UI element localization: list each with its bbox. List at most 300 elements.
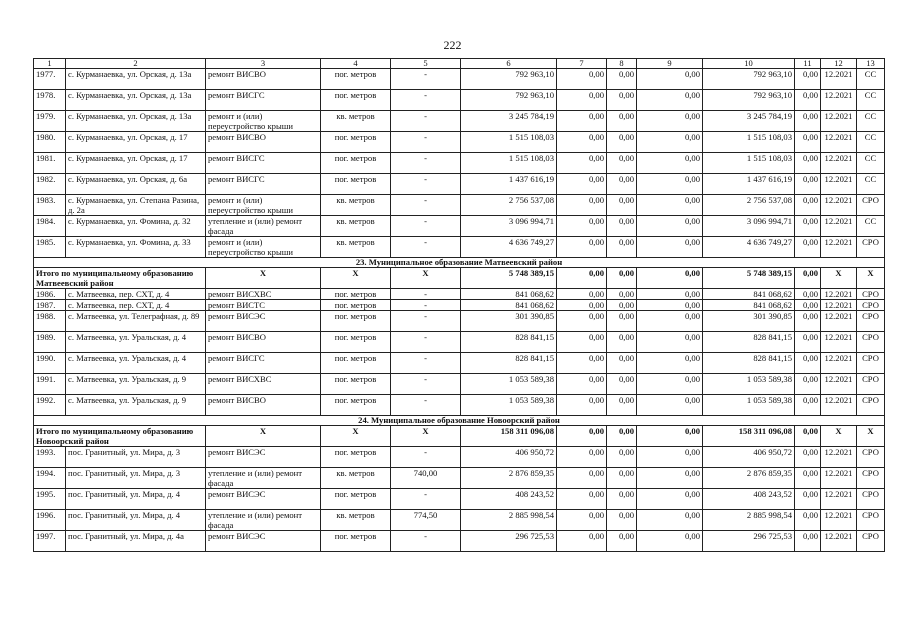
value-c12: 12.2021 (821, 132, 857, 153)
table-row (34, 447, 885, 468)
value-c9: 0,00 (637, 195, 703, 216)
value-c9: 0,00 (637, 374, 703, 395)
total-x: X (321, 426, 391, 447)
capital-repair-table (33, 58, 885, 552)
value-c11: 0,00 (795, 531, 821, 552)
unit-cell: пог. метров (321, 300, 391, 311)
table-row (34, 69, 885, 90)
unit-cell: кв. метров (321, 216, 391, 237)
quantity-cell: - (391, 174, 461, 195)
work-type-cell: ремонт ВИСГС (206, 90, 321, 111)
table-row (34, 216, 885, 237)
address-cell: с. Курманаевка, ул. Фомина, д. 33 (66, 237, 206, 258)
value-c8: 0,00 (607, 69, 637, 90)
value-c7: 0,00 (557, 111, 607, 132)
value-c8: 0,00 (607, 353, 637, 374)
quantity-cell: - (391, 353, 461, 374)
address-cell: пос. Гранитный, ул. Мира, д. 4 (66, 489, 206, 510)
value-c7: 0,00 (557, 395, 607, 416)
value-c7: 0,00 (557, 332, 607, 353)
row-number: 1980. (34, 132, 66, 153)
value-c9: 0,00 (637, 332, 703, 353)
value-c10: 301 390,85 (703, 311, 795, 332)
value-c9: 0,00 (637, 311, 703, 332)
table-row (34, 174, 885, 195)
value-c13: СС (857, 111, 885, 132)
section-title: 23. Муниципальное образование Матвеевский район (34, 258, 885, 268)
total-c9: 0,00 (637, 426, 703, 447)
section-title: 24. Муниципальное образование Новоорский район (34, 416, 885, 426)
row-number: 1986. (34, 289, 66, 300)
value-c11: 0,00 (795, 111, 821, 132)
value-c12: 12.2021 (821, 174, 857, 195)
value-c9: 0,00 (637, 90, 703, 111)
value-c6: 3 245 784,19 (461, 111, 557, 132)
value-c8: 0,00 (607, 195, 637, 216)
address-cell: с. Матвеевка, ул. Уральская, д. 9 (66, 374, 206, 395)
value-c6: 792 963,10 (461, 90, 557, 111)
value-c12: 12.2021 (821, 395, 857, 416)
value-c12: 12.2021 (821, 374, 857, 395)
value-c6: 828 841,15 (461, 353, 557, 374)
value-c10: 792 963,10 (703, 69, 795, 90)
value-c8: 0,00 (607, 332, 637, 353)
total-row (34, 426, 885, 447)
value-c11: 0,00 (795, 489, 821, 510)
address-cell: с. Матвеевка, пер. СХТ, д. 4 (66, 300, 206, 311)
column-number: 12 (821, 59, 857, 69)
row-number: 1988. (34, 311, 66, 332)
address-cell: с. Курманаевка, ул. Орская, д. 17 (66, 153, 206, 174)
value-c8: 0,00 (607, 510, 637, 531)
quantity-cell: - (391, 216, 461, 237)
quantity-cell: - (391, 300, 461, 311)
value-c10: 1 053 589,38 (703, 395, 795, 416)
unit-cell: кв. метров (321, 111, 391, 132)
value-c11: 0,00 (795, 90, 821, 111)
value-c13: СРО (857, 468, 885, 489)
value-c7: 0,00 (557, 510, 607, 531)
unit-cell: пог. метров (321, 174, 391, 195)
value-c10: 3 096 994,71 (703, 216, 795, 237)
value-c11: 0,00 (795, 69, 821, 90)
total-x: X (391, 426, 461, 447)
column-number: 11 (795, 59, 821, 69)
quantity-cell: - (391, 447, 461, 468)
table-row (34, 395, 885, 416)
value-c10: 792 963,10 (703, 90, 795, 111)
unit-cell: пог. метров (321, 395, 391, 416)
value-c13: СРО (857, 332, 885, 353)
value-c7: 0,00 (557, 195, 607, 216)
quantity-cell: - (391, 90, 461, 111)
work-type-cell: ремонт ВИСТС (206, 300, 321, 311)
value-c6: 841 068,62 (461, 289, 557, 300)
value-c6: 828 841,15 (461, 332, 557, 353)
value-c11: 0,00 (795, 395, 821, 416)
work-type-cell: ремонт и (или) переустройство крыши (206, 195, 321, 216)
unit-cell: пог. метров (321, 353, 391, 374)
value-c10: 841 068,62 (703, 289, 795, 300)
address-cell: пос. Гранитный, ул. Мира, д. 3 (66, 447, 206, 468)
quantity-cell: - (391, 153, 461, 174)
value-c6: 1 053 589,38 (461, 374, 557, 395)
column-number: 2 (66, 59, 206, 69)
column-number: 7 (557, 59, 607, 69)
column-number-header (34, 59, 885, 69)
row-number: 1989. (34, 332, 66, 353)
value-c12: 12.2021 (821, 447, 857, 468)
address-cell: с. Матвеевка, ул. Уральская, д. 9 (66, 395, 206, 416)
total-x: X (321, 268, 391, 289)
value-c8: 0,00 (607, 489, 637, 510)
value-c11: 0,00 (795, 311, 821, 332)
value-c12: 12.2021 (821, 489, 857, 510)
value-c13: СРО (857, 311, 885, 332)
value-c8: 0,00 (607, 111, 637, 132)
value-c7: 0,00 (557, 311, 607, 332)
table-row (34, 132, 885, 153)
value-c8: 0,00 (607, 174, 637, 195)
total-c8: 0,00 (607, 426, 637, 447)
quantity-cell: - (391, 237, 461, 258)
value-c10: 4 636 749,27 (703, 237, 795, 258)
value-c8: 0,00 (607, 153, 637, 174)
value-c11: 0,00 (795, 132, 821, 153)
value-c9: 0,00 (637, 531, 703, 552)
value-c12: 12.2021 (821, 153, 857, 174)
row-number: 1994. (34, 468, 66, 489)
unit-cell: пог. метров (321, 311, 391, 332)
work-type-cell: ремонт ВИСЭС (206, 489, 321, 510)
address-cell: с. Матвеевка, ул. Уральская, д. 4 (66, 353, 206, 374)
value-c13: СРО (857, 353, 885, 374)
value-c12: 12.2021 (821, 90, 857, 111)
value-c12: 12.2021 (821, 216, 857, 237)
value-c8: 0,00 (607, 311, 637, 332)
value-c9: 0,00 (637, 174, 703, 195)
total-x: X (206, 426, 321, 447)
value-c13: СРО (857, 374, 885, 395)
row-number: 1983. (34, 195, 66, 216)
work-type-cell: ремонт и (или) переустройство крыши (206, 237, 321, 258)
value-c9: 0,00 (637, 69, 703, 90)
value-c10: 406 950,72 (703, 447, 795, 468)
value-c8: 0,00 (607, 90, 637, 111)
quantity-cell: 740,00 (391, 468, 461, 489)
unit-cell: пог. метров (321, 153, 391, 174)
value-c10: 1 437 616,19 (703, 174, 795, 195)
work-type-cell: ремонт ВИСВО (206, 69, 321, 90)
work-type-cell: ремонт ВИСВО (206, 132, 321, 153)
table-row (34, 311, 885, 332)
column-number: 9 (637, 59, 703, 69)
value-c9: 0,00 (637, 111, 703, 132)
address-cell: с. Курманаевка, ул. Орская, д. 13а (66, 90, 206, 111)
value-c10: 841 068,62 (703, 300, 795, 311)
work-type-cell: утепление и (или) ремонт фасада (206, 468, 321, 489)
value-c11: 0,00 (795, 195, 821, 216)
value-c12: 12.2021 (821, 353, 857, 374)
value-c10: 828 841,15 (703, 332, 795, 353)
value-c12: 12.2021 (821, 468, 857, 489)
value-c7: 0,00 (557, 489, 607, 510)
unit-cell: пог. метров (321, 69, 391, 90)
unit-cell: кв. метров (321, 237, 391, 258)
value-c6: 408 243,52 (461, 489, 557, 510)
value-c6: 1 515 108,03 (461, 132, 557, 153)
address-cell: с. Курманаевка, ул. Орская, д. 17 (66, 132, 206, 153)
value-c11: 0,00 (795, 447, 821, 468)
value-c13: СРО (857, 237, 885, 258)
value-c10: 828 841,15 (703, 353, 795, 374)
quantity-cell: - (391, 111, 461, 132)
quantity-cell: 774,50 (391, 510, 461, 531)
quantity-cell: - (391, 374, 461, 395)
column-number: 8 (607, 59, 637, 69)
value-c10: 1 515 108,03 (703, 153, 795, 174)
value-c13: СРО (857, 395, 885, 416)
work-type-cell: утепление и (или) ремонт фасада (206, 216, 321, 237)
unit-cell: кв. метров (321, 195, 391, 216)
value-c9: 0,00 (637, 447, 703, 468)
value-c13: СРО (857, 531, 885, 552)
total-c8: 0,00 (607, 268, 637, 289)
address-cell: пос. Гранитный, ул. Мира, д. 4 (66, 510, 206, 531)
value-c6: 1 515 108,03 (461, 153, 557, 174)
work-type-cell: ремонт ВИСЭС (206, 447, 321, 468)
table-row (34, 374, 885, 395)
value-c12: 12.2021 (821, 332, 857, 353)
value-c13: СРО (857, 195, 885, 216)
column-number: 5 (391, 59, 461, 69)
value-c7: 0,00 (557, 531, 607, 552)
table-row (34, 237, 885, 258)
address-cell: с. Матвеевка, ул. Телеграфная, д. 89 (66, 311, 206, 332)
quantity-cell: - (391, 289, 461, 300)
value-c12: 12.2021 (821, 69, 857, 90)
value-c8: 0,00 (607, 216, 637, 237)
row-number: 1997. (34, 531, 66, 552)
value-c12: 12.2021 (821, 111, 857, 132)
total-c11: 0,00 (795, 268, 821, 289)
quantity-cell: - (391, 195, 461, 216)
value-c9: 0,00 (637, 153, 703, 174)
value-c8: 0,00 (607, 300, 637, 311)
table-row (34, 289, 885, 300)
value-c6: 841 068,62 (461, 300, 557, 311)
work-type-cell: ремонт ВИСГС (206, 174, 321, 195)
quantity-cell: - (391, 69, 461, 90)
total-c7: 0,00 (557, 268, 607, 289)
value-c7: 0,00 (557, 153, 607, 174)
unit-cell: пог. метров (321, 374, 391, 395)
row-number: 1993. (34, 447, 66, 468)
value-c11: 0,00 (795, 174, 821, 195)
value-c13: СС (857, 216, 885, 237)
address-cell: с. Матвеевка, пер. СХТ, д. 4 (66, 289, 206, 300)
quantity-cell: - (391, 132, 461, 153)
value-c6: 301 390,85 (461, 311, 557, 332)
value-c10: 296 725,53 (703, 531, 795, 552)
value-c12: 12.2021 (821, 195, 857, 216)
page-number: 222 (443, 38, 462, 52)
work-type-cell: утепление и (или) ремонт фасада (206, 510, 321, 531)
value-c7: 0,00 (557, 69, 607, 90)
value-c11: 0,00 (795, 289, 821, 300)
work-type-cell: ремонт ВИСЭС (206, 531, 321, 552)
value-c10: 408 243,52 (703, 489, 795, 510)
table-row (34, 510, 885, 531)
row-number: 1979. (34, 111, 66, 132)
row-number: 1982. (34, 174, 66, 195)
value-c7: 0,00 (557, 447, 607, 468)
value-c6: 406 950,72 (461, 447, 557, 468)
value-c6: 1 053 589,38 (461, 395, 557, 416)
value-c8: 0,00 (607, 289, 637, 300)
value-c6: 2 885 998,54 (461, 510, 557, 531)
value-c9: 0,00 (637, 395, 703, 416)
work-type-cell: ремонт ВИСХВС (206, 374, 321, 395)
unit-cell: пог. метров (321, 531, 391, 552)
column-number: 10 (703, 59, 795, 69)
section-title-row (34, 258, 885, 268)
table-row (34, 153, 885, 174)
value-c11: 0,00 (795, 468, 821, 489)
row-number: 1978. (34, 90, 66, 111)
value-c7: 0,00 (557, 468, 607, 489)
total-c6: 5 748 389,15 (461, 268, 557, 289)
total-x: X (206, 268, 321, 289)
table-row (34, 111, 885, 132)
address-cell: пос. Гранитный, ул. Мира, д. 3 (66, 468, 206, 489)
value-c12: 12.2021 (821, 311, 857, 332)
unit-cell: кв. метров (321, 468, 391, 489)
value-c7: 0,00 (557, 374, 607, 395)
value-c7: 0,00 (557, 132, 607, 153)
value-c6: 792 963,10 (461, 69, 557, 90)
total-c12: X (821, 426, 857, 447)
value-c12: 12.2021 (821, 531, 857, 552)
row-number: 1987. (34, 300, 66, 311)
row-number: 1992. (34, 395, 66, 416)
value-c11: 0,00 (795, 510, 821, 531)
value-c10: 2 876 859,35 (703, 468, 795, 489)
value-c9: 0,00 (637, 300, 703, 311)
unit-cell: пог. метров (321, 90, 391, 111)
value-c13: СС (857, 132, 885, 153)
address-cell: с. Курманаевка, ул. Орская, д. 13а (66, 69, 206, 90)
value-c11: 0,00 (795, 300, 821, 311)
table-row (34, 489, 885, 510)
value-c6: 1 437 616,19 (461, 174, 557, 195)
value-c9: 0,00 (637, 289, 703, 300)
value-c7: 0,00 (557, 300, 607, 311)
value-c6: 2 876 859,35 (461, 468, 557, 489)
unit-cell: кв. метров (321, 510, 391, 531)
table-row (34, 353, 885, 374)
value-c8: 0,00 (607, 395, 637, 416)
value-c8: 0,00 (607, 374, 637, 395)
work-type-cell: ремонт ВИСГС (206, 353, 321, 374)
address-cell: с. Матвеевка, ул. Уральская, д. 4 (66, 332, 206, 353)
value-c7: 0,00 (557, 353, 607, 374)
value-c11: 0,00 (795, 153, 821, 174)
total-c13: X (857, 268, 885, 289)
value-c12: 12.2021 (821, 289, 857, 300)
value-c13: СРО (857, 510, 885, 531)
row-number: 1990. (34, 353, 66, 374)
value-c13: СРО (857, 447, 885, 468)
total-c11: 0,00 (795, 426, 821, 447)
value-c9: 0,00 (637, 132, 703, 153)
value-c10: 2 885 998,54 (703, 510, 795, 531)
table-row (34, 531, 885, 552)
value-c7: 0,00 (557, 237, 607, 258)
row-number: 1985. (34, 237, 66, 258)
value-c7: 0,00 (557, 289, 607, 300)
value-c12: 12.2021 (821, 237, 857, 258)
value-c12: 12.2021 (821, 510, 857, 531)
value-c8: 0,00 (607, 447, 637, 468)
table-row (34, 332, 885, 353)
value-c6: 3 096 994,71 (461, 216, 557, 237)
unit-cell: пог. метров (321, 132, 391, 153)
unit-cell: пог. метров (321, 447, 391, 468)
value-c11: 0,00 (795, 332, 821, 353)
total-c6: 158 311 096,08 (461, 426, 557, 447)
value-c6: 2 756 537,08 (461, 195, 557, 216)
value-c11: 0,00 (795, 216, 821, 237)
quantity-cell: - (391, 531, 461, 552)
work-type-cell: ремонт ВИСЭС (206, 311, 321, 332)
value-c9: 0,00 (637, 237, 703, 258)
total-c7: 0,00 (557, 426, 607, 447)
work-type-cell: ремонт ВИСХВС (206, 289, 321, 300)
quantity-cell: - (391, 489, 461, 510)
row-number: 1984. (34, 216, 66, 237)
column-number: 13 (857, 59, 885, 69)
value-c9: 0,00 (637, 489, 703, 510)
table-row (34, 300, 885, 311)
total-label: Итого по муниципальному образованию Матвеевский район (34, 268, 206, 289)
value-c8: 0,00 (607, 237, 637, 258)
value-c8: 0,00 (607, 531, 637, 552)
value-c6: 296 725,53 (461, 531, 557, 552)
work-type-cell: ремонт ВИСВО (206, 332, 321, 353)
value-c13: СРО (857, 300, 885, 311)
quantity-cell: - (391, 395, 461, 416)
address-cell: пос. Гранитный, ул. Мира, д. 4а (66, 531, 206, 552)
total-c9: 0,00 (637, 268, 703, 289)
row-number: 1991. (34, 374, 66, 395)
address-cell: с. Курманаевка, ул. Орская, д. 6а (66, 174, 206, 195)
table-row (34, 90, 885, 111)
total-c10: 158 311 096,08 (703, 426, 795, 447)
value-c13: СС (857, 90, 885, 111)
value-c13: СС (857, 69, 885, 90)
value-c10: 3 245 784,19 (703, 111, 795, 132)
value-c9: 0,00 (637, 216, 703, 237)
value-c12: 12.2021 (821, 300, 857, 311)
value-c13: СРО (857, 289, 885, 300)
column-number: 3 (206, 59, 321, 69)
address-cell: с. Курманаевка, ул. Степана Разина, д. 2а (66, 195, 206, 216)
column-number: 6 (461, 59, 557, 69)
total-label: Итого по муниципальному образованию Новоорский район (34, 426, 206, 447)
section-title-row (34, 416, 885, 426)
work-type-cell: ремонт ВИСГС (206, 153, 321, 174)
